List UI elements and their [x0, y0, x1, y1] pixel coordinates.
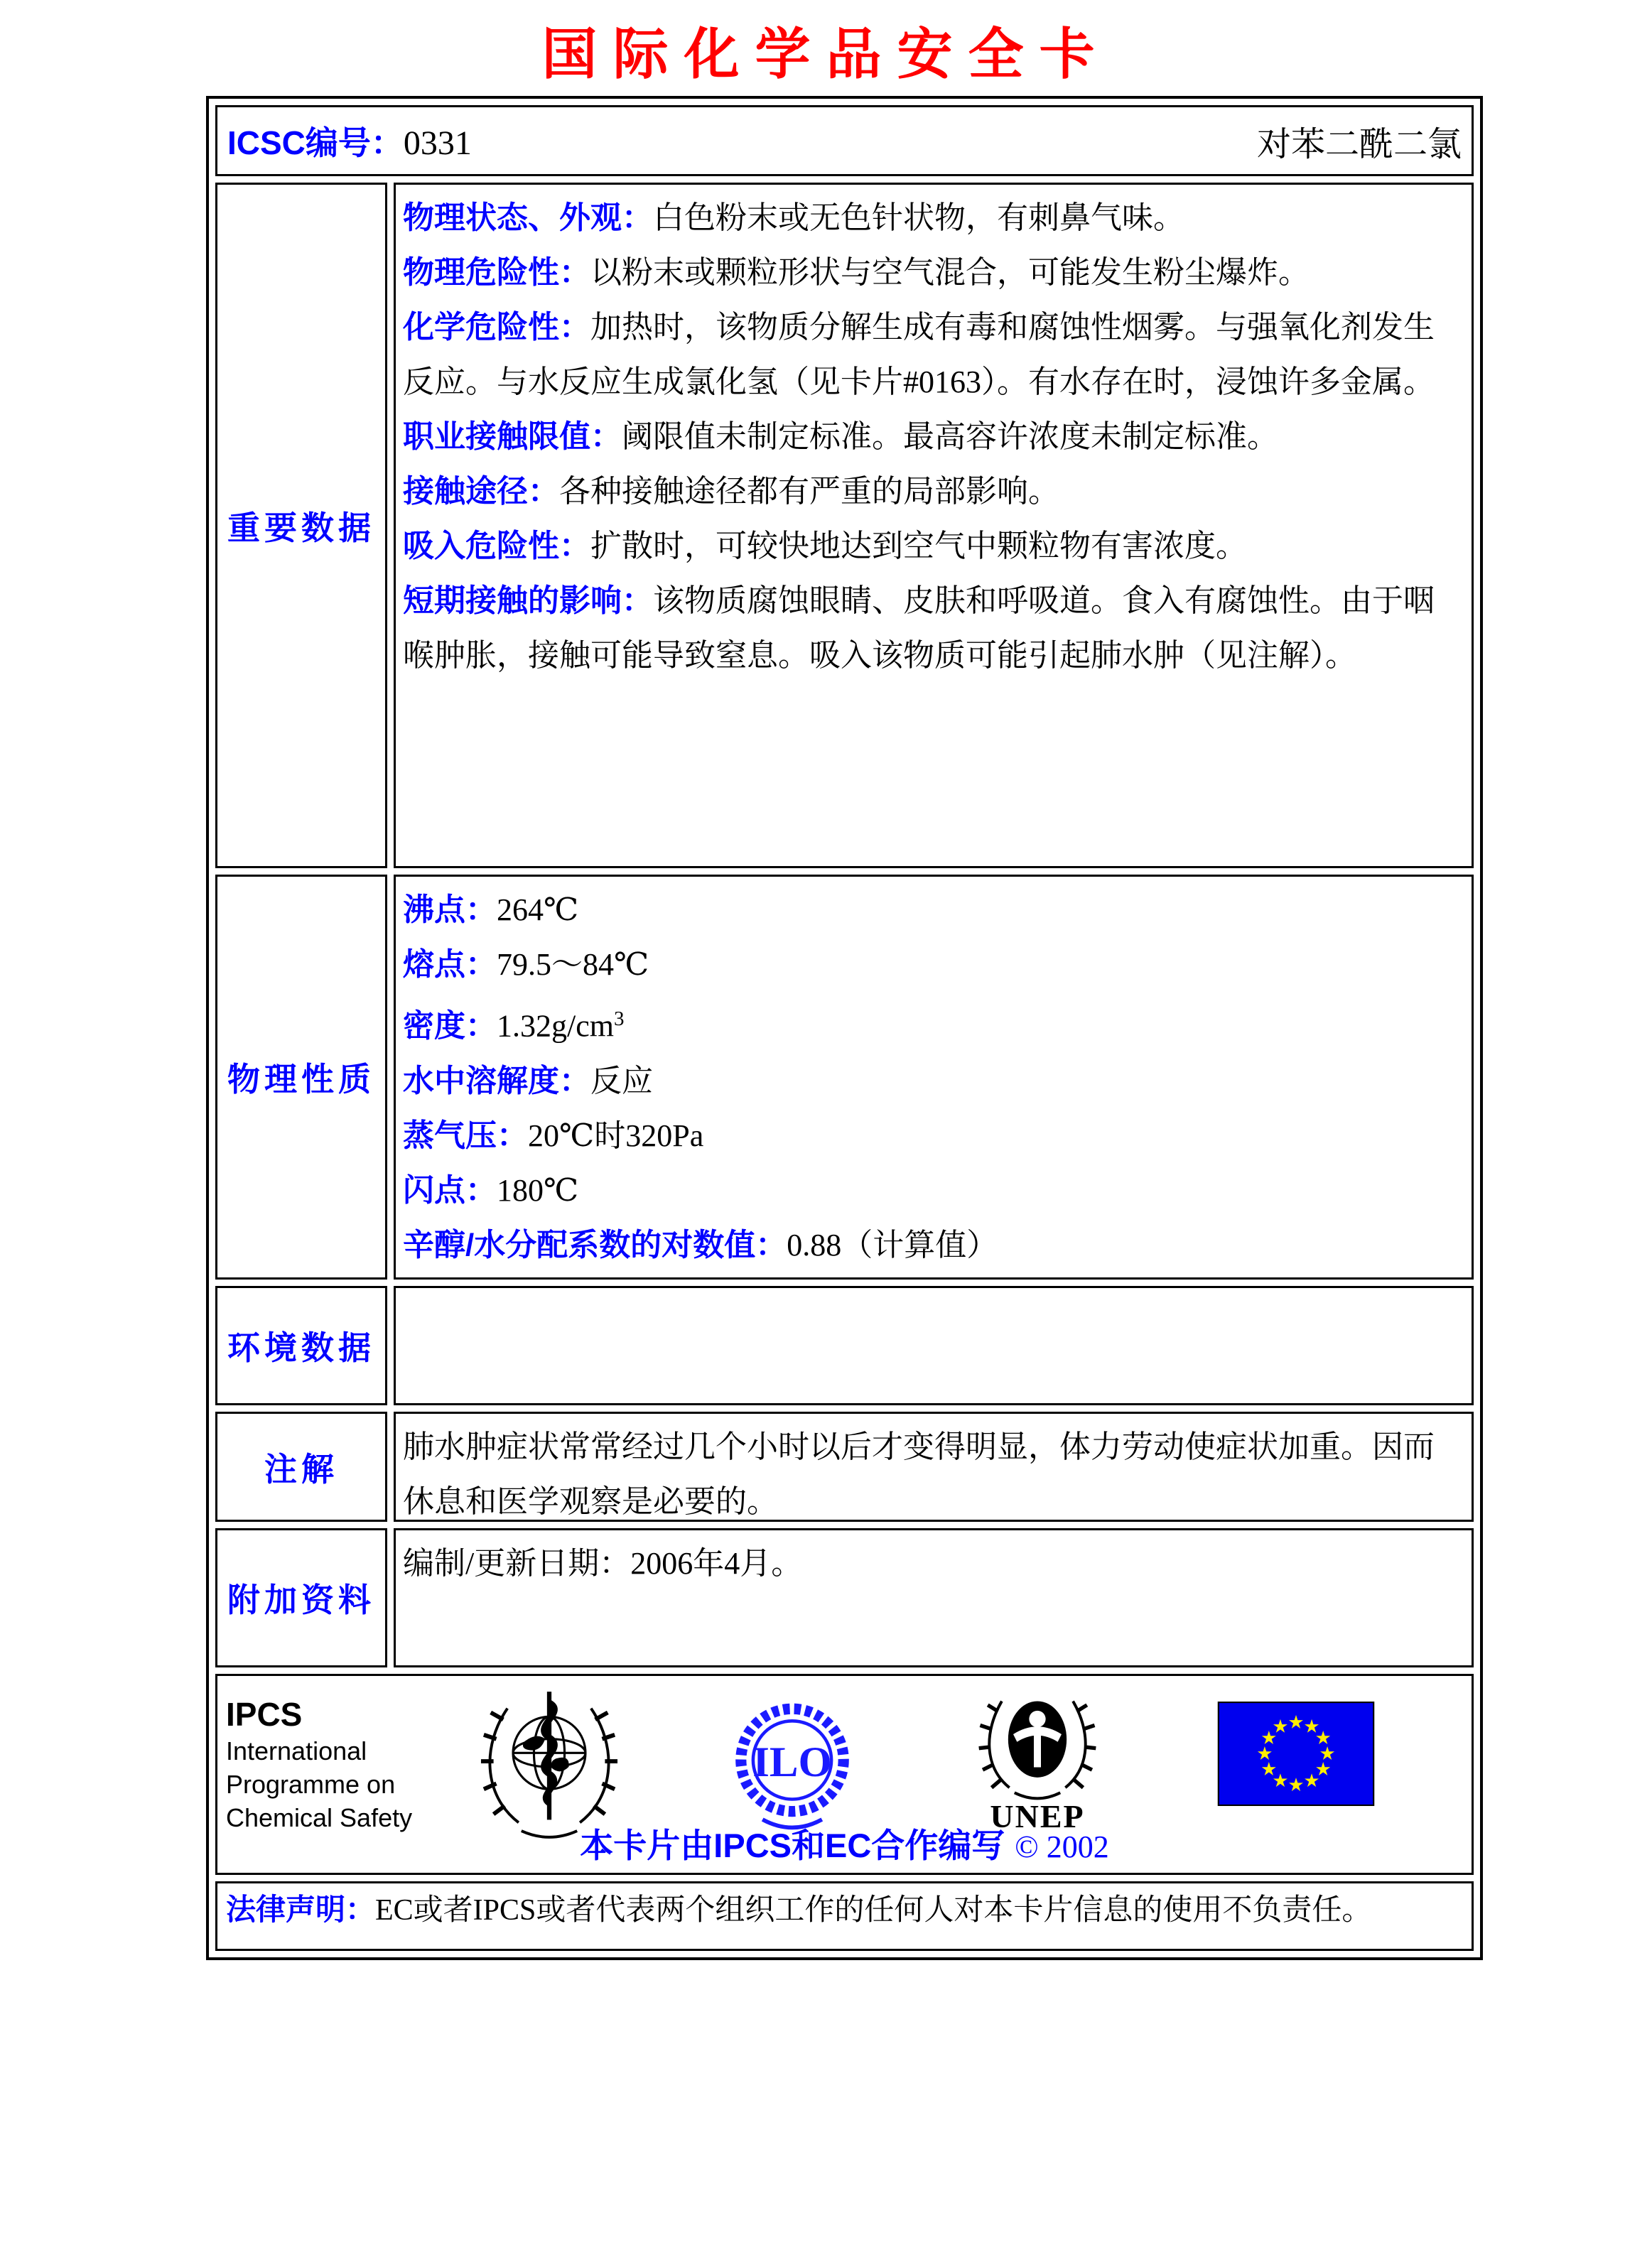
legal-text: EC或者IPCS或者代表两个组织工作的任何人对本卡片信息的使用不负责任。 [375, 1894, 1372, 1927]
eu-flag-icon [1217, 1702, 1375, 1810]
unep-caption: UNEP [990, 1798, 1085, 1834]
footer-credit [217, 1819, 1472, 1867]
ipcs-line: International [226, 1736, 367, 1765]
ipcs-line: Programme on [226, 1770, 396, 1799]
data-item: 化学危险性：加热时，该物质分解生成有毒和腐蚀性烟雾。与强氧化剂发生反应。与水反应生成氯化氢（见卡片#0163）。有水存在时，浸蚀许多金属。 [403, 310, 1435, 399]
physical-properties-content-cell [394, 875, 1474, 1280]
icsc-table [206, 96, 1483, 1960]
important-data-content [396, 185, 1472, 683]
property-item: 沸点：264℃ [403, 892, 579, 927]
notes-content: 肺水肿症状常常经过几个小时以后才变得明显，体力劳动使症状加重。因而休息和医学观察是必要的。 [403, 1429, 1435, 1519]
data-item: 短期接触的影响：该物质腐蚀眼睛、皮肤和呼吸道。食入有腐蚀性。由于咽喉肿胀，接触可能导致窒息。吸入该物质可能引起肺水肿（见注解）。 [403, 583, 1435, 673]
property-item: 密度：$1.32g/cm^3$ [403, 1007, 625, 1044]
unep-logo-icon [973, 1686, 1101, 1833]
credit-text: 本卡片由IPCS和EC合作编写 [580, 1827, 1005, 1864]
property-item: 闪点：180℃ [403, 1172, 579, 1208]
property-item: 水中溶解度：反应 [403, 1063, 653, 1098]
ilo-letters: ILO [752, 1738, 832, 1787]
property-item: 蒸气压：20℃时320Pa [403, 1118, 704, 1153]
physical-properties-label-cell [215, 875, 387, 1280]
additional-info-content-cell [394, 1528, 1474, 1667]
important-data-row [215, 183, 1474, 868]
data-item: 吸入危险性：扩散时，可较快地达到空气中颗粒物有害浓度。 [403, 529, 1247, 563]
footer-row [215, 1674, 1474, 1875]
ipcs-text-block [226, 1694, 412, 1834]
ipcs-acronym: IPCS [226, 1696, 303, 1733]
data-item: 职业接触限值：阈限值未制定标准。最高容许浓度未制定标准。 [403, 419, 1278, 454]
footer-cell [215, 1674, 1474, 1875]
important-data-content-cell [394, 183, 1474, 868]
environmental-data-content [396, 1288, 1472, 1294]
legal-row [215, 1881, 1474, 1951]
superscript: 3 [613, 1007, 625, 1030]
environmental-data-label-cell [215, 1286, 387, 1405]
data-item: 接触途径：各种接触途径都有严重的局部影响。 [403, 474, 1059, 509]
property-item: 辛醇/水分配系数的对数值：0.88（计算值） [403, 1227, 998, 1262]
icsc-number-value: 0331 [403, 124, 472, 162]
section-label: 环境数据 [227, 1329, 375, 1366]
additional-info-row [215, 1528, 1474, 1667]
header-row [215, 105, 1474, 176]
important-data-label-cell [215, 183, 387, 868]
physical-properties-row [215, 875, 1474, 1280]
data-item: 物理状态、外观：白色粉末或无色针状物，有刺鼻气味。 [403, 200, 1184, 235]
section-label: 物理性质 [227, 1061, 375, 1098]
header-cell [215, 105, 1474, 176]
environmental-data-row [215, 1286, 1474, 1405]
page-title: 国际化学品安全卡 [541, 23, 1111, 85]
icsc-number [227, 117, 472, 164]
physical-properties-content [396, 877, 1472, 1272]
section-label: 附加资料 [227, 1581, 375, 1618]
data-item: 物理危险性：以粉末或颗粒形状与空气混合，可能发生粉尘爆炸。 [403, 255, 1310, 290]
notes-content-cell [394, 1412, 1474, 1522]
additional-info-content: 编制/更新日期：2006年4月。 [403, 1546, 803, 1581]
legal-cell [215, 1881, 1474, 1951]
legal-label: 法律声明： [226, 1893, 376, 1926]
ipcs-line: Chemical Safety [226, 1803, 413, 1832]
section-label: 注解 [264, 1450, 338, 1488]
notes-label-cell [215, 1412, 387, 1522]
icsc-number-label: ICSC编号： [227, 124, 404, 161]
chemical-name: 对苯二酰二氯 [1256, 125, 1462, 163]
copyright-text: © 2002 [1015, 1829, 1109, 1864]
property-item: 熔点：79.5～84℃ [403, 947, 649, 982]
section-label: 重要数据 [227, 509, 375, 546]
notes-row [215, 1412, 1474, 1522]
additional-info-label-cell [215, 1528, 387, 1667]
environmental-data-content-cell [394, 1286, 1474, 1405]
